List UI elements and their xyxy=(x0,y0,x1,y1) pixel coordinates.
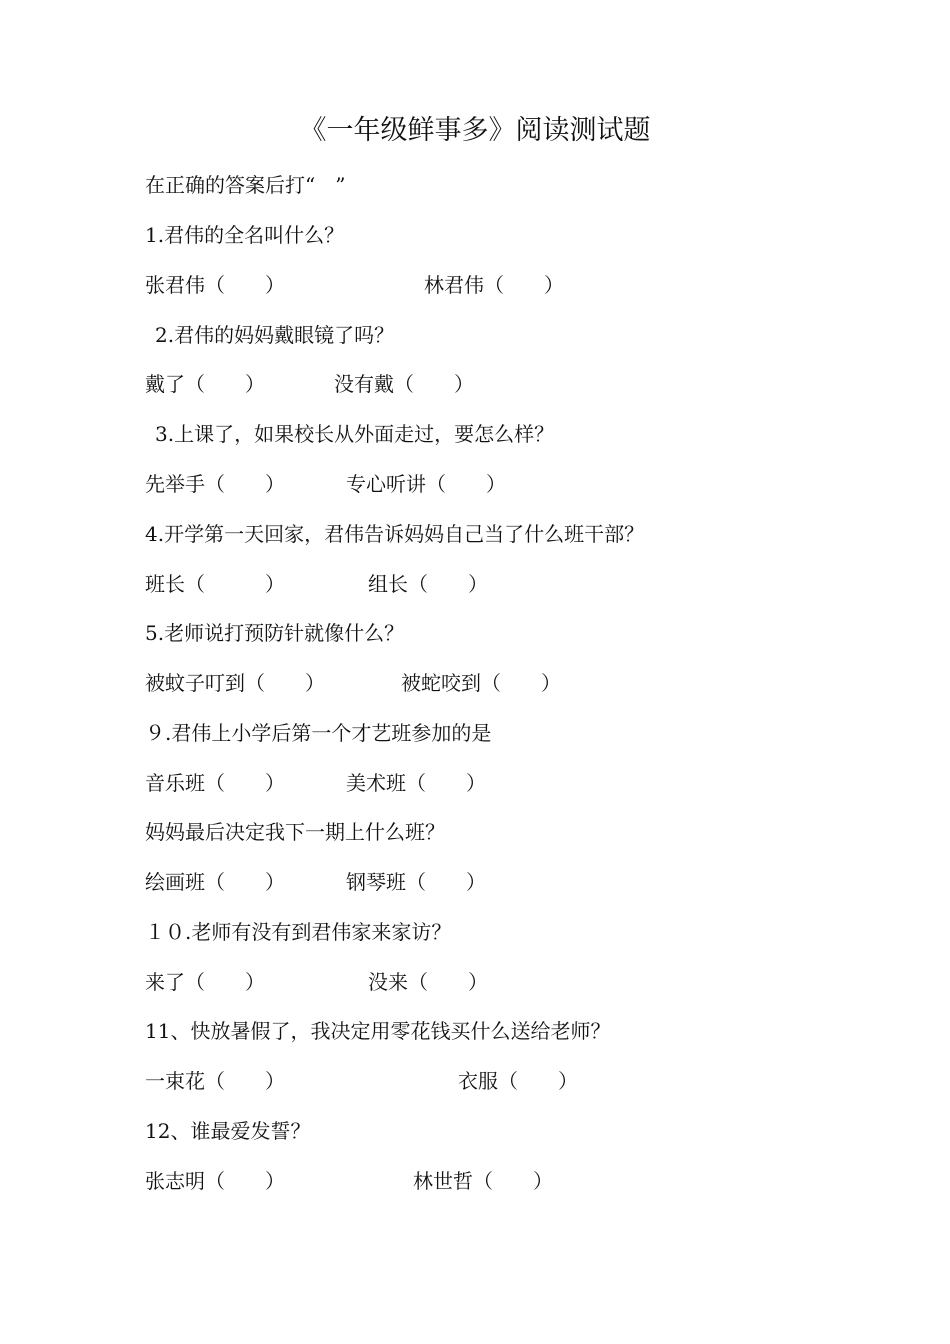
answer-row-5 xyxy=(0,668,950,698)
question-text: １０.老师有没有到君伟家来家访？ xyxy=(145,920,452,944)
question-text: 11、快放暑假了，我决定用零花钱买什么送给老师？ xyxy=(145,1019,611,1043)
answer-row-10 xyxy=(0,967,950,997)
page-title: 《一年级鲜事多》阅读测试题 xyxy=(299,115,651,146)
answer-option[interactable]: 戴了（ ） xyxy=(145,372,265,396)
answer-option[interactable]: 一束花（ ） xyxy=(145,1069,285,1093)
question-5 xyxy=(0,618,950,648)
answer-row-12 xyxy=(0,1166,950,1196)
question-3 xyxy=(0,419,950,449)
question-text: 3.上课了，如果校长从外面走过，要怎么样？ xyxy=(155,422,555,446)
answer-row-9-followup xyxy=(0,867,950,897)
answer-row-1 xyxy=(0,270,950,300)
question-text: 4.开学第一天回家，君伟告诉妈妈自己当了什么班干部？ xyxy=(145,522,645,546)
answer-option[interactable]: 绘画班（ ） xyxy=(145,870,285,894)
answer-option[interactable]: 张志明（ ） xyxy=(145,1169,285,1193)
answer-row-3 xyxy=(0,469,950,499)
answer-row-11 xyxy=(0,1066,950,1096)
question-text: ９.君伟上小学后第一个才艺班参加的是 xyxy=(145,721,492,745)
answer-option[interactable]: 被蚊子叮到（ ） xyxy=(145,671,325,695)
answer-row-2 xyxy=(0,369,950,399)
question-4 xyxy=(0,519,950,549)
question-2 xyxy=(0,320,950,350)
answer-option[interactable]: 组长（ ） xyxy=(368,572,488,596)
answer-option[interactable]: 音乐班（ ） xyxy=(145,771,285,795)
question-text: 5.老师说打预防针就像什么？ xyxy=(145,621,405,645)
question-text: 2.君伟的妈妈戴眼镜了吗？ xyxy=(155,323,395,347)
answer-option[interactable]: 钢琴班（ ） xyxy=(346,870,486,894)
question-1 xyxy=(0,220,950,250)
answer-option[interactable]: 没有戴（ ） xyxy=(334,372,474,396)
instruction xyxy=(0,170,950,200)
question-10 xyxy=(0,917,950,947)
question-9-followup xyxy=(0,817,950,847)
answer-option[interactable]: 衣服（ ） xyxy=(458,1069,578,1093)
question-12 xyxy=(0,1116,950,1146)
answer-option[interactable]: 先举手（ ） xyxy=(145,472,285,496)
question-text: 12、谁最爱发誓？ xyxy=(145,1119,311,1143)
answer-option[interactable]: 美术班（ ） xyxy=(346,771,486,795)
answer-option[interactable]: 专心听讲（ ） xyxy=(346,472,506,496)
question-9 xyxy=(0,718,950,748)
answer-option[interactable]: 林君伟（ ） xyxy=(424,273,564,297)
question-text: 妈妈最后决定我下一期上什么班？ xyxy=(145,820,445,844)
answer-row-4 xyxy=(0,569,950,599)
answer-option[interactable]: 班长（ ） xyxy=(145,572,285,596)
answer-option[interactable]: 没来（ ） xyxy=(368,970,488,994)
instruction-text: 在正确的答案后打“ ” xyxy=(145,173,346,197)
answer-row-9 xyxy=(0,768,950,798)
answer-option[interactable]: 张君伟（ ） xyxy=(145,273,285,297)
question-11 xyxy=(0,1016,950,1046)
answer-option[interactable]: 被蛇咬到（ ） xyxy=(401,671,561,695)
answer-option[interactable]: 来了（ ） xyxy=(145,970,265,994)
question-text: 1.君伟的全名叫什么？ xyxy=(145,223,345,247)
answer-option[interactable]: 林世哲（ ） xyxy=(413,1169,553,1193)
